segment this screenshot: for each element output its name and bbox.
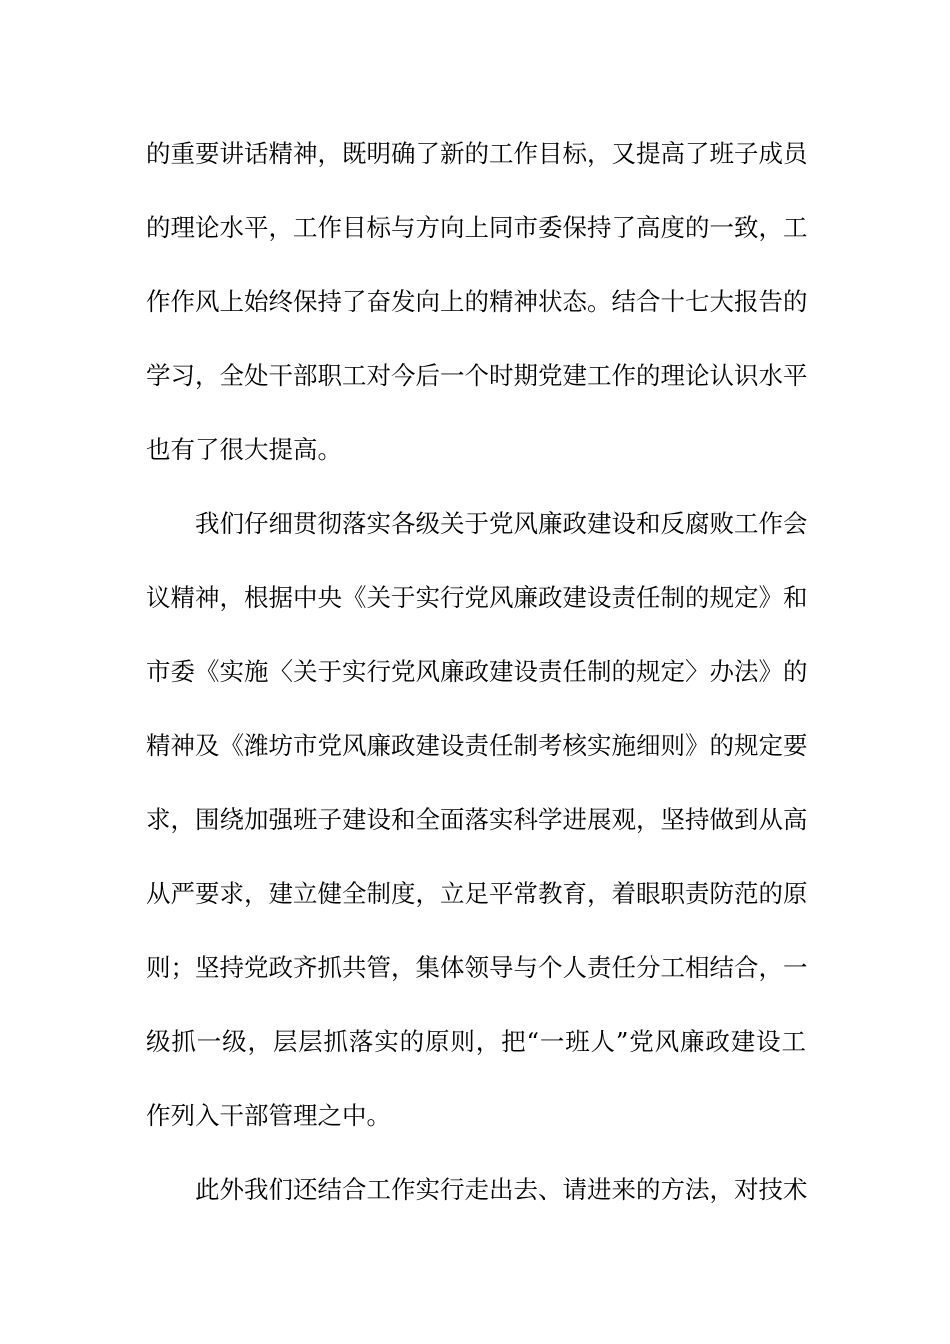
text-line: 作作风上始终保持了奋发向上的精神状态。结合十七大报告的 — [146, 287, 808, 316]
paragraph-3 — [146, 1158, 806, 1232]
text-line: 精神及《潍坊市党风廉政建设责任制考核实施细则》的规定要 — [146, 731, 808, 760]
text-line: 作列入干部管理之中。 — [146, 1101, 391, 1130]
text-line: 的理论水平，工作目标与方向上同市委保持了高度的一致，工 — [146, 213, 808, 242]
text-line: 则；坚持党政齐抓共管，集体领导与个人责任分工相结合，一 — [146, 953, 808, 982]
document-body — [146, 122, 806, 1232]
paragraph-1 — [146, 122, 806, 492]
text-line: 此外我们还结合工作实行走出去、请进来的方法，对技术 — [195, 1175, 808, 1204]
text-line: 学习，全处干部职工对今后一个时期党建工作的理论认识水平 — [146, 361, 808, 390]
text-line: 从严要求，建立健全制度，立足平常教育，着眼职责防范的原 — [146, 879, 808, 908]
text-line: 的重要讲话精神，既明确了新的工作目标，又提高了班子成员 — [146, 139, 808, 168]
text-line: 议精神，根据中央《关于实行党风廉政建设责任制的规定》和 — [146, 583, 808, 612]
text-line: 我们仔细贯彻落实各级关于党风廉政建设和反腐败工作会 — [195, 509, 808, 538]
text-line: 也有了很大提高。 — [146, 435, 342, 464]
text-line: 市委《实施〈关于实行党风廉政建设责任制的规定〉办法》的 — [146, 657, 808, 686]
text-line: 求，围绕加强班子建设和全面落实科学进展观，坚持做到从高 — [146, 805, 808, 834]
paragraph-2 — [146, 492, 806, 1158]
text-line: 级抓一级，层层抓落实的原则，把“一班人”党风廉政建设工 — [146, 1027, 806, 1056]
